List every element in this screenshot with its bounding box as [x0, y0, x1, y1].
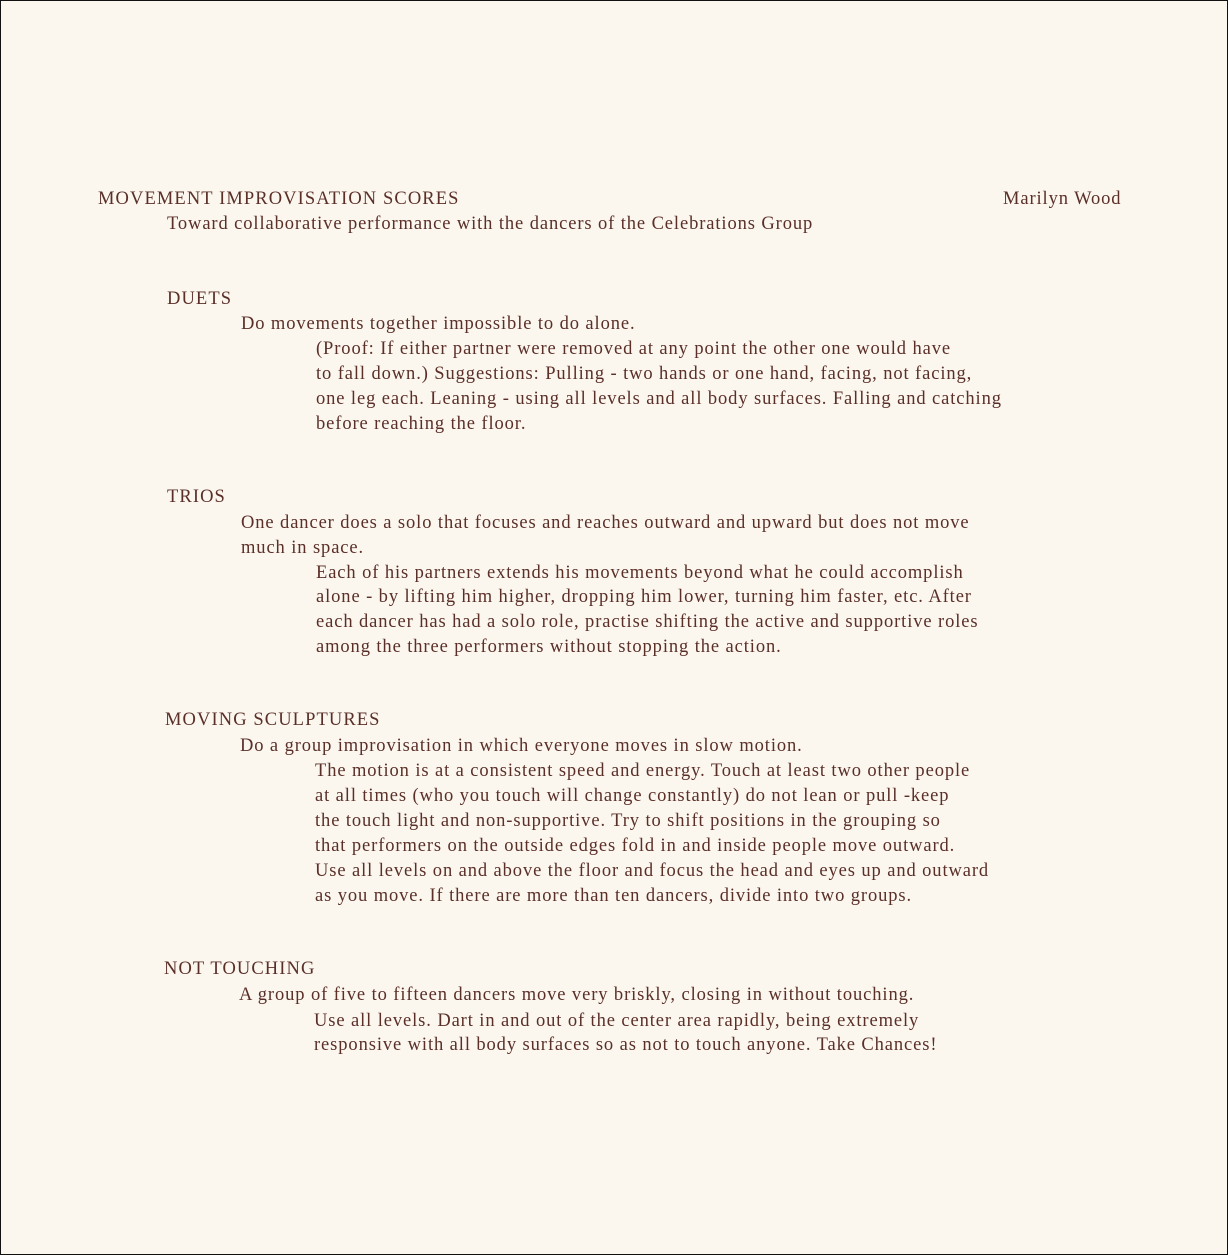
document-subtitle: Toward collaborative performance with the dancers of the Celebrations Group	[167, 214, 814, 234]
not-touching-body-line: Use all levels. Dart in and out of the center area rapidly, being extremely	[314, 1011, 920, 1031]
moving-sculptures-body-line: Use all levels on and above the floor and focus the head and eyes up and outward	[315, 861, 990, 881]
not-touching-lead-line: A group of five to fifteen dancers move very briskly, closing in without touching.	[239, 985, 915, 1005]
trios-body-line: among the three performers without stopping the action.	[316, 637, 782, 657]
duets-lead-line: Do movements together impossible to do alone.	[241, 314, 636, 334]
moving-sculptures-body-line: at all times (who you touch will change constantly) do not lean or pull -keep	[315, 786, 950, 806]
duets-body-line: (Proof: If either partner were removed at any point the other one would have	[316, 339, 952, 359]
duets-body-line: before reaching the floor.	[316, 414, 527, 434]
moving-sculptures-body-line: that performers on the outside edges fold in and inside people move outward.	[315, 836, 956, 856]
duets-body-line: to fall down.) Suggestions: Pulling - two hands or one hand, facing, not facing,	[316, 364, 973, 384]
trios-body-line: Each of his partners extends his movements beyond what he could accomplish	[316, 563, 964, 583]
trios-lead-line: One dancer does a solo that focuses and reaches outward and upward but does not move	[241, 513, 970, 533]
section-heading-duets: DUETS	[167, 289, 233, 309]
document-title: MOVEMENT IMPROVISATION SCORES	[98, 189, 460, 209]
moving-sculptures-body-line: The motion is at a consistent speed and energy. Touch at least two other people	[315, 761, 971, 781]
author-name: Marilyn Wood	[1003, 189, 1122, 209]
moving-sculptures-lead-line: Do a group improvisation in which everyone moves in slow motion.	[240, 736, 803, 756]
not-touching-body-line: responsive with all body surfaces so as not to touch anyone. Take Chances!	[314, 1035, 938, 1055]
trios-lead-line: much in space.	[241, 538, 365, 558]
moving-sculptures-body-line: the touch light and non-supportive. Try to shift positions in the grouping so	[315, 811, 941, 831]
moving-sculptures-body-line: as you move. If there are more than ten dancers, divide into two groups.	[315, 886, 913, 906]
section-heading-moving-sculptures: MOVING SCULPTURES	[165, 710, 381, 730]
section-heading-trios: TRIOS	[167, 487, 226, 507]
trios-body-line: alone - by lifting him higher, dropping him lower, turning him faster, etc. After	[316, 587, 972, 607]
trios-body-line: each dancer has had a solo role, practise shifting the active and supportive roles	[316, 612, 979, 632]
section-heading-not-touching: NOT TOUCHING	[164, 959, 316, 979]
duets-body-line: one leg each. Leaning - using all levels and all body surfaces. Falling and catching	[316, 389, 1002, 409]
